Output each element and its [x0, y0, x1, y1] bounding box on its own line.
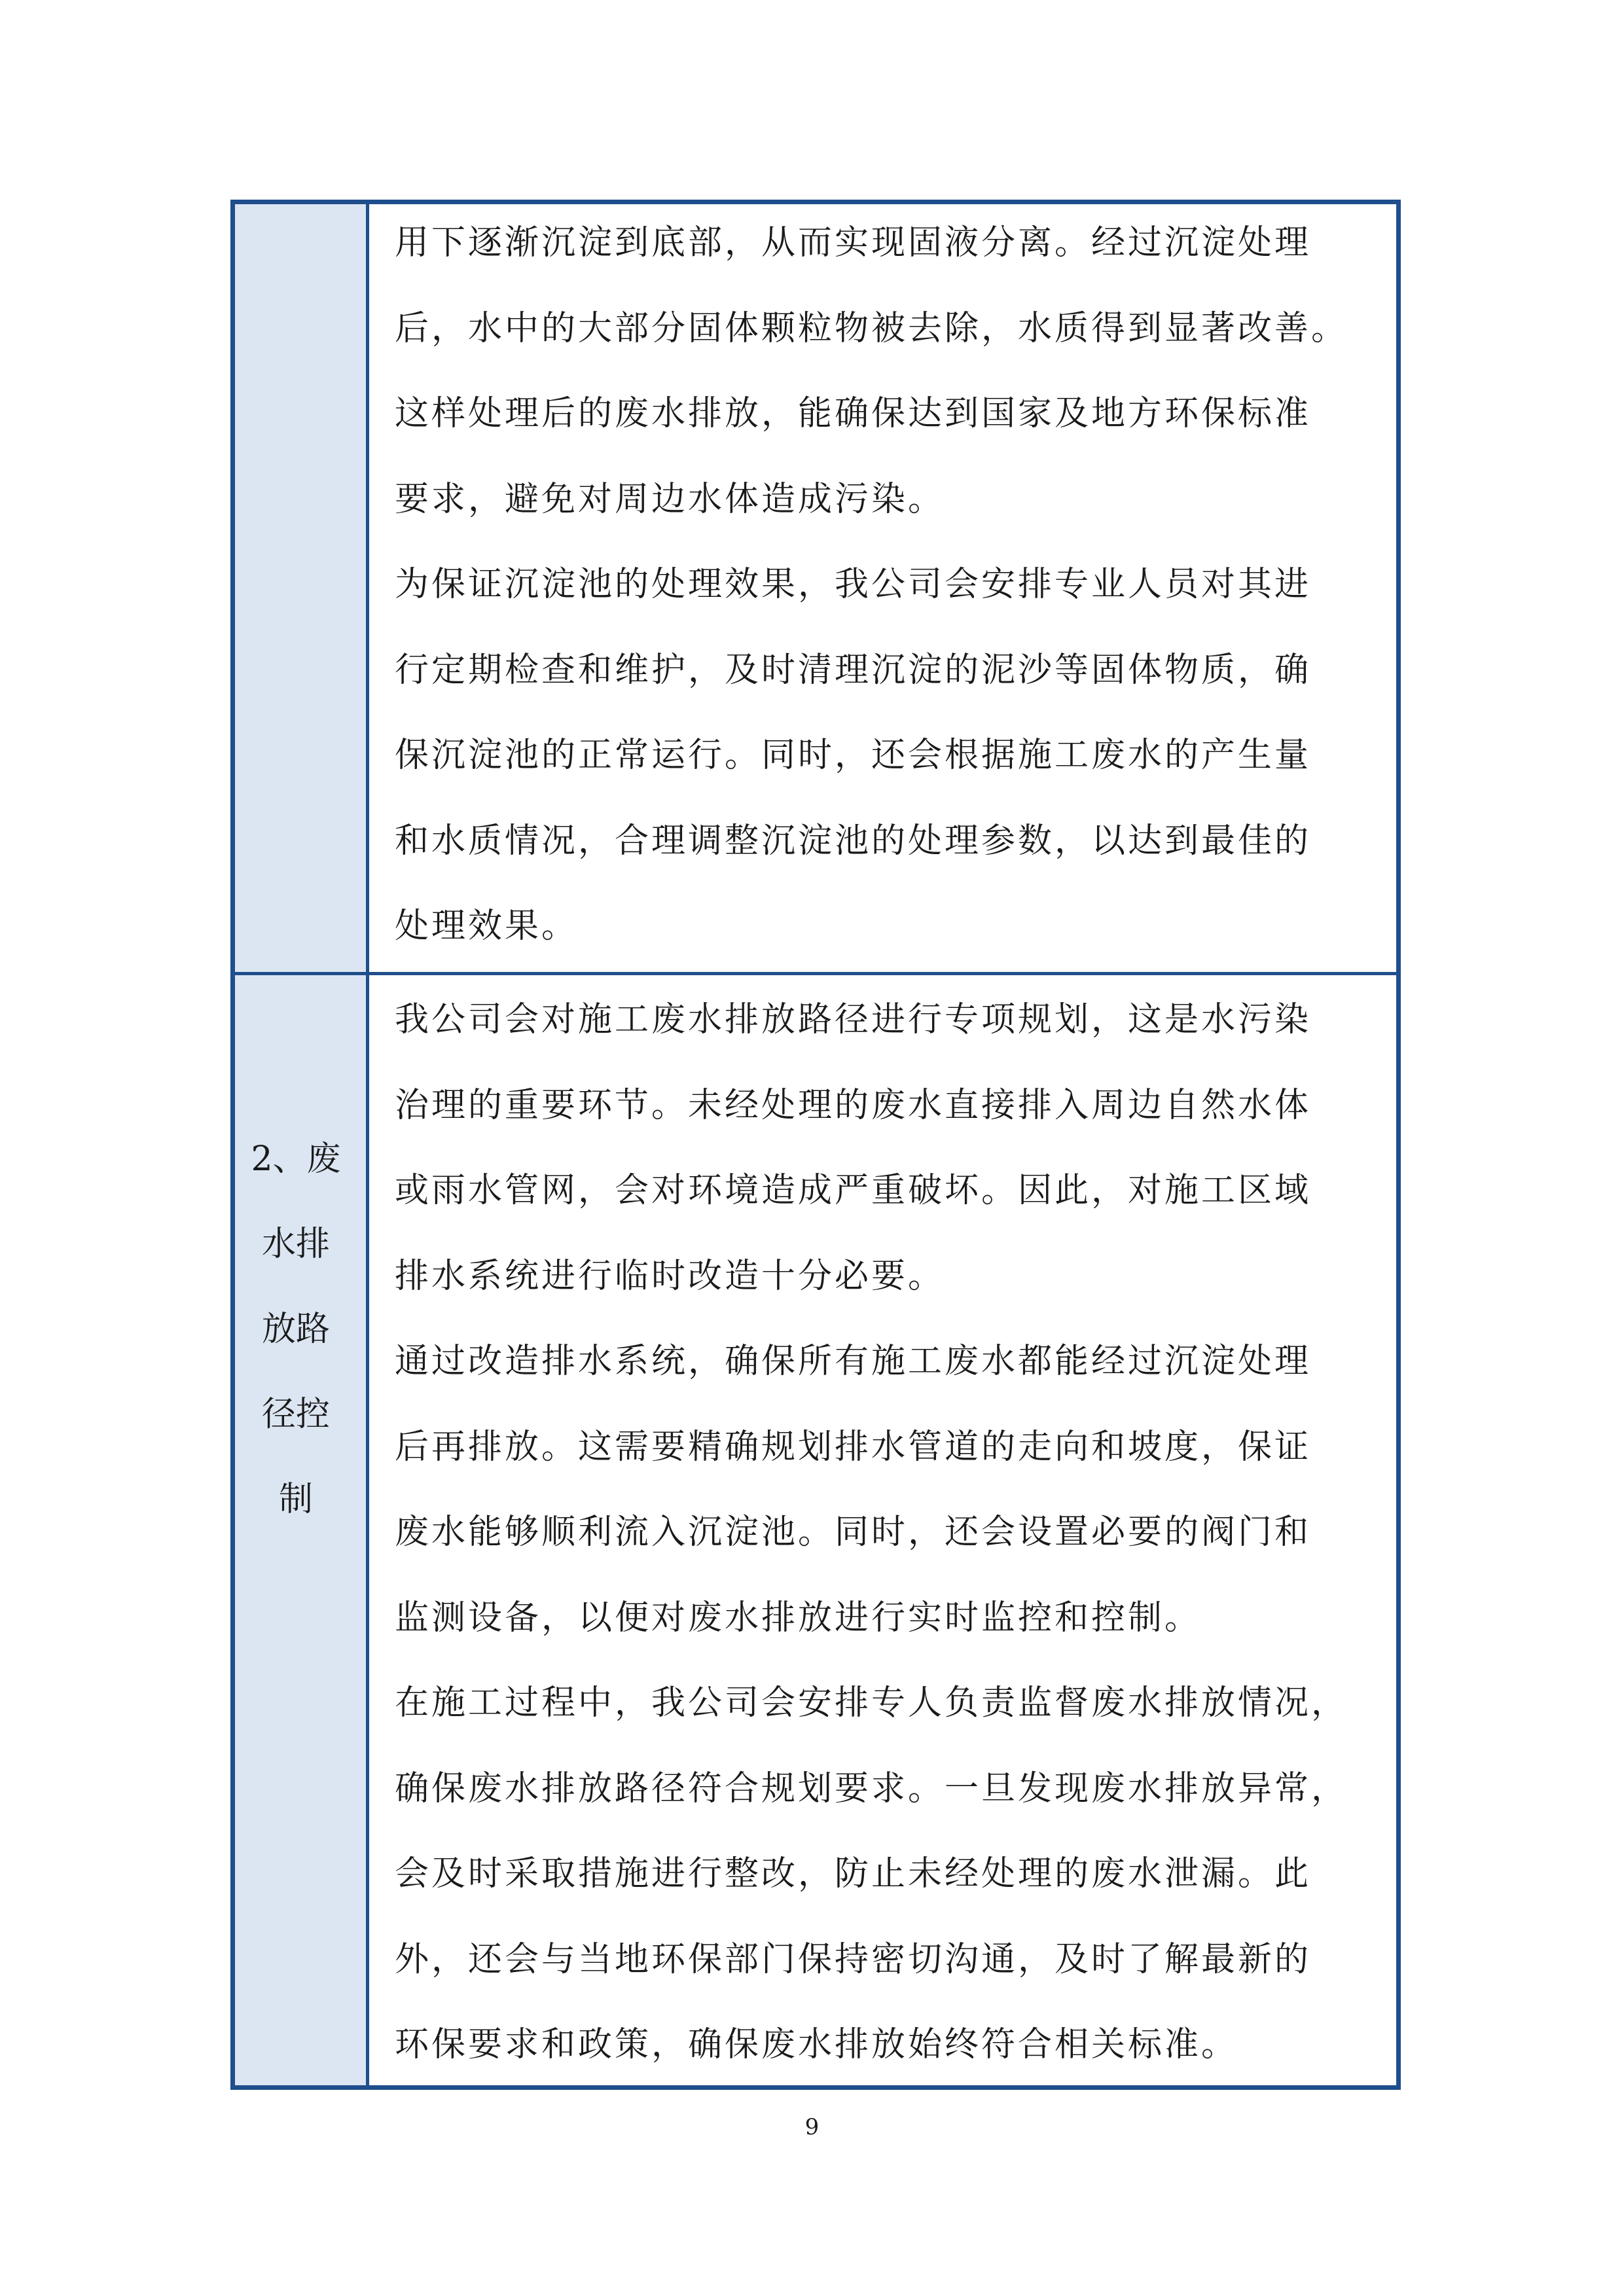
- row1-label-cell: [235, 204, 366, 972]
- row2-content: [395, 977, 1377, 2088]
- text-line: 环保要求和政策，确保废水排放始终符合相关标准。: [395, 2025, 1238, 2064]
- row-divider: [235, 972, 1396, 975]
- text-line: 保沉淀池的正常运行。同时，还会根据施工废水的产生量: [395, 736, 1312, 775]
- text-line: 为保证沉淀池的处理效果，我公司会安排专业人员对其进: [395, 565, 1312, 604]
- text-line: 要求，避免对周边水体造成污染。: [395, 479, 945, 519]
- label-line: 放路: [261, 1310, 330, 1349]
- text-line: 我公司会对施工废水排放路径进行专项规划，这是水污染: [395, 1000, 1312, 1039]
- text-line: 排水系统进行临时改造十分必要。: [395, 1256, 945, 1296]
- column-divider: [366, 204, 369, 2085]
- text-line: 行定期检查和维护，及时清理沉淀的泥沙等固体物质，确: [395, 650, 1312, 690]
- page-number: 9: [804, 2114, 820, 2140]
- text-line: 用下逐渐沉淀到底部，从而实现固液分离。经过沉淀处理: [395, 223, 1312, 262]
- text-line: 处理效果。: [395, 906, 579, 946]
- text-line: 治理的重要环节。未经处理的废水直接排入周边自然水体: [395, 1085, 1312, 1125]
- label-line: 水排: [261, 1225, 330, 1264]
- row1-content: [395, 200, 1377, 969]
- text-line: 或雨水管网，会对环境造成严重破坏。因此，对施工区域: [395, 1171, 1312, 1210]
- text-line: 确保废水排放路径符合规划要求。一旦发现废水排放异常，: [395, 1768, 1348, 1808]
- text-line: 和水质情况，合理调整沉淀池的处理参数，以达到最佳的: [395, 821, 1312, 861]
- text-line: 在施工过程中，我公司会安排专人负责监督废水排放情况，: [395, 1683, 1348, 1723]
- text-line: 这样处理后的废水排放，能确保达到国家及地方环保标准: [395, 394, 1312, 433]
- text-line: 会及时采取措施进行整改，防止未经处理的废水泄漏。此: [395, 1854, 1312, 1893]
- text-line: 外，还会与当地环保部门保持密切沟通，及时了解最新的: [395, 1939, 1312, 1979]
- row2-label: [230, 1117, 361, 1542]
- text-line: 废水能够顺利流入沉淀池。同时，还会设置必要的阀门和: [395, 1513, 1312, 1552]
- text-line: 后，水中的大部分固体颗粒物被去除，水质得到显著改善。: [395, 308, 1348, 348]
- label-line: 径控: [261, 1395, 330, 1434]
- text-line: 通过改造排水系统，确保所有施工废水都能经过沉淀处理: [395, 1342, 1312, 1381]
- text-line: 监测设备，以便对废水排放进行实时监控和控制。: [395, 1598, 1202, 1638]
- text-line: 后再排放。这需要精确规划排水管道的走向和坡度，保证: [395, 1427, 1312, 1467]
- label-line: 制: [278, 1480, 313, 1519]
- label-line: 2、废: [251, 1139, 341, 1179]
